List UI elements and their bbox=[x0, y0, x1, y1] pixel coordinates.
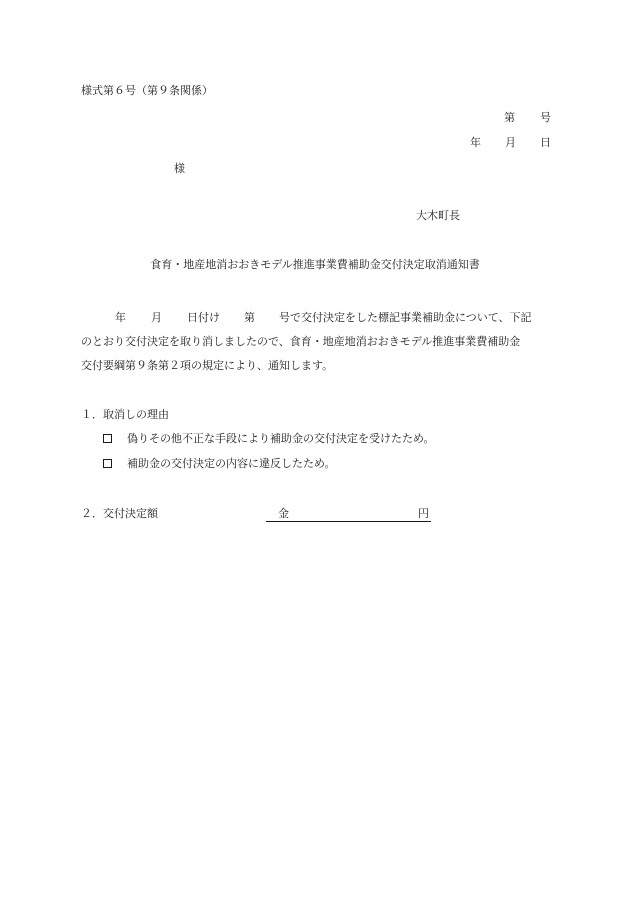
document-number-dai: 第 bbox=[504, 111, 515, 124]
form-number: 様式第６号（第９条関係） bbox=[81, 84, 213, 97]
amount-suffix: 円 bbox=[418, 507, 429, 520]
body-line-2: のとおり交付決定を取り消しましたので、食育・地産地消おおきモデル推進事業費補助金 bbox=[81, 335, 521, 348]
body-date-month: 月 bbox=[151, 311, 162, 324]
reason-option-2[interactable] bbox=[103, 458, 336, 469]
grant-amount-field[interactable] bbox=[266, 508, 431, 522]
section-2-heading: ２．交付決定額 bbox=[81, 507, 158, 520]
addressee: 様 bbox=[174, 162, 185, 175]
reason-1-label: 偽りその他不正な手段により補助金の交付決定を受けたため。 bbox=[127, 432, 435, 445]
body-line-1 bbox=[81, 306, 551, 330]
issue-date-month: 月 bbox=[505, 136, 516, 149]
issue-date-year: 年 bbox=[470, 136, 481, 149]
amount-prefix: 金 bbox=[278, 507, 289, 520]
issue-date-day: 日 bbox=[540, 136, 551, 149]
notice-body bbox=[81, 306, 551, 378]
reason-2-label: 補助金の交付決定の内容に違反したため。 bbox=[127, 457, 336, 470]
reason-1-checkbox[interactable] bbox=[103, 434, 112, 443]
body-date-year: 年 bbox=[115, 311, 126, 324]
issuer-name: 大木町長 bbox=[416, 209, 460, 222]
body-line-3: 交付要綱第９条第２項の規定により、通知します。 bbox=[81, 359, 334, 372]
document-title: 食育・地産地消おおきモデル推進事業費補助金交付決定取消通知書 bbox=[150, 258, 480, 271]
body-line-1-rest: 号で交付決定をした標記事業補助金について、下記 bbox=[279, 311, 532, 324]
body-date-hizuke: 日付け bbox=[187, 311, 220, 324]
document-number-go: 号 bbox=[540, 111, 551, 124]
reason-2-checkbox[interactable] bbox=[103, 459, 112, 468]
body-number-dai: 第 bbox=[244, 311, 255, 324]
reason-option-1[interactable] bbox=[103, 433, 435, 444]
section-1-heading: １．取消しの理由 bbox=[81, 408, 169, 421]
